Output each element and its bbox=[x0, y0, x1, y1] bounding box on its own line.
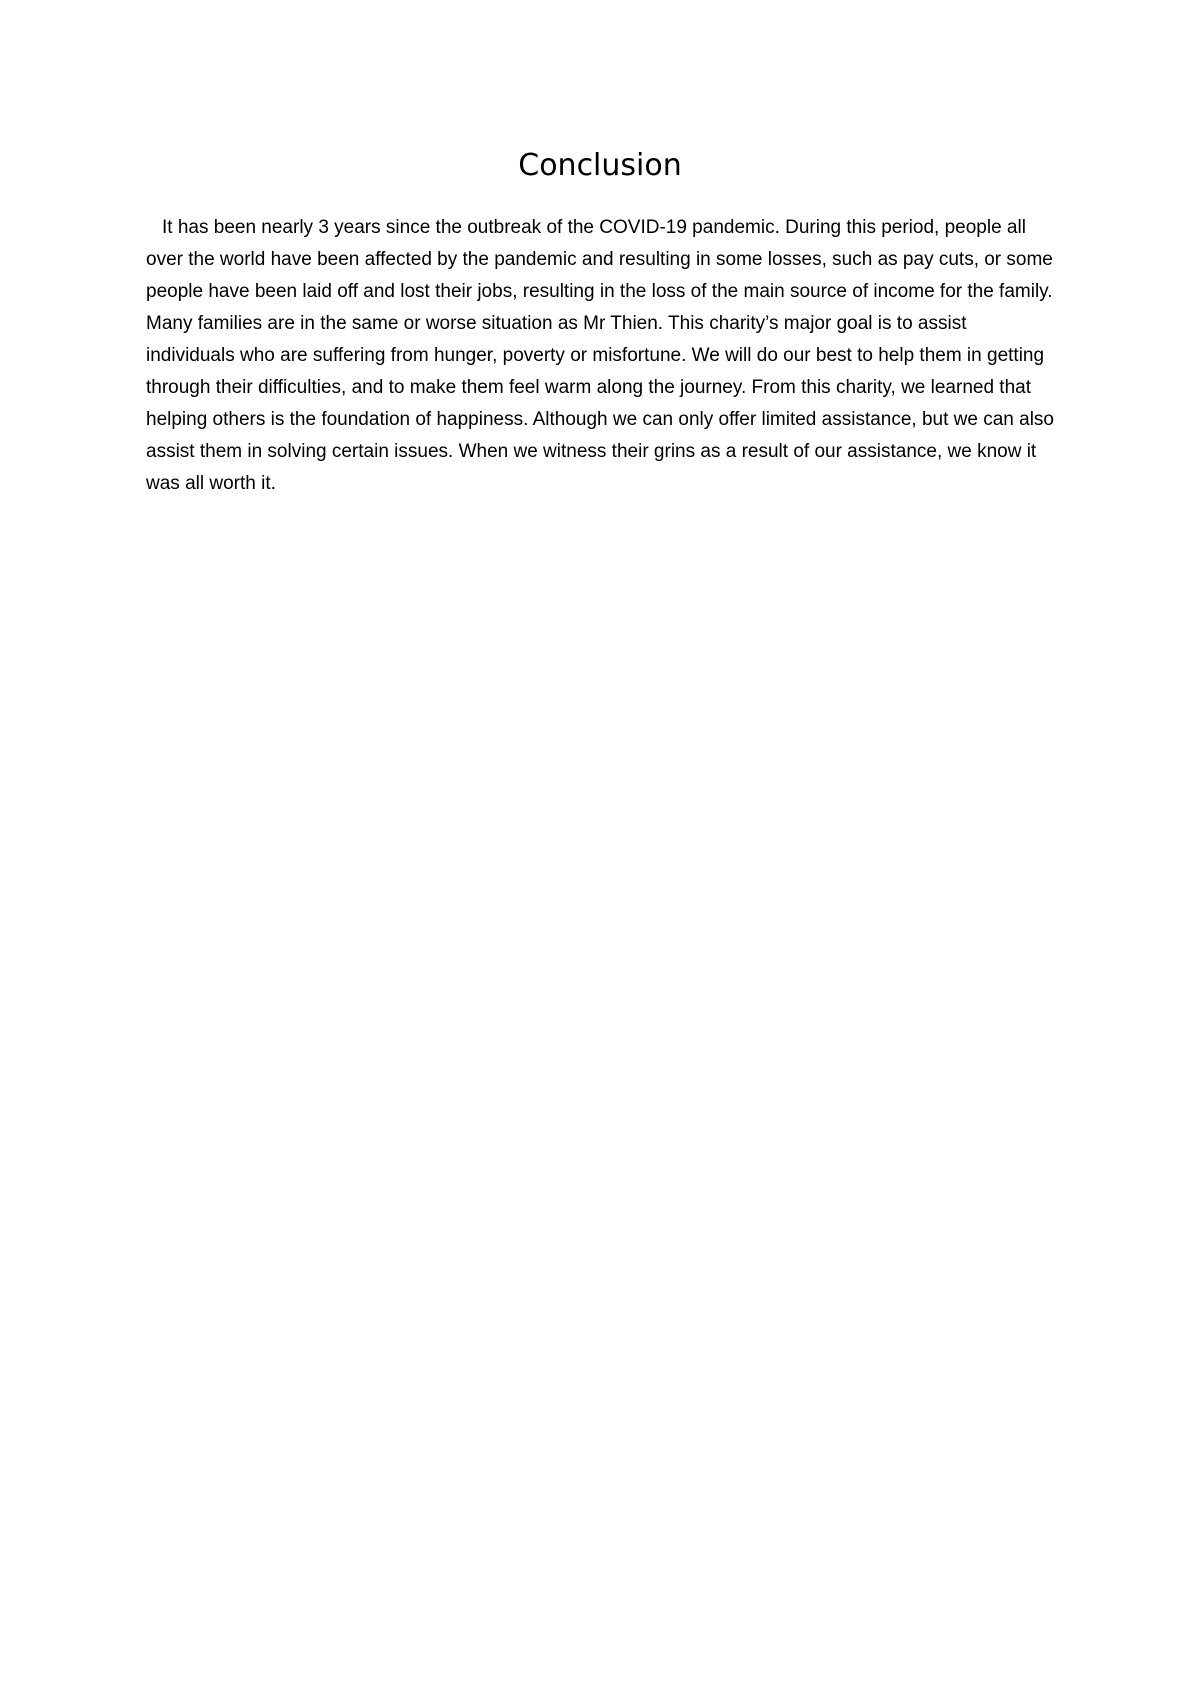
page-title: Conclusion bbox=[518, 148, 682, 183]
conclusion-paragraph: It has been nearly 3 years since the outbreak of the COVID-19 pandemic. During this period, people all over the world have been affected by the pandemic and resulting in some losses, such as pay cuts, or some people have been laid off and lost their jobs, resulting in the loss of the main source of income for the family. Many families are in the same or worse situation as Mr Thien. This charity’s major goal is to assist individuals who are suffering from hunger, poverty or misfortune. We will do our best to help them in getting through their difficulties, and to make them feel warm along the journey. From this charity, we learned that helping others is the foundation of happiness. Although we can only offer limited assistance, but we can also assist them in solving certain issues. When we witness their grins as a result of our assistance, we know it was all worth it. bbox=[146, 217, 1055, 494]
